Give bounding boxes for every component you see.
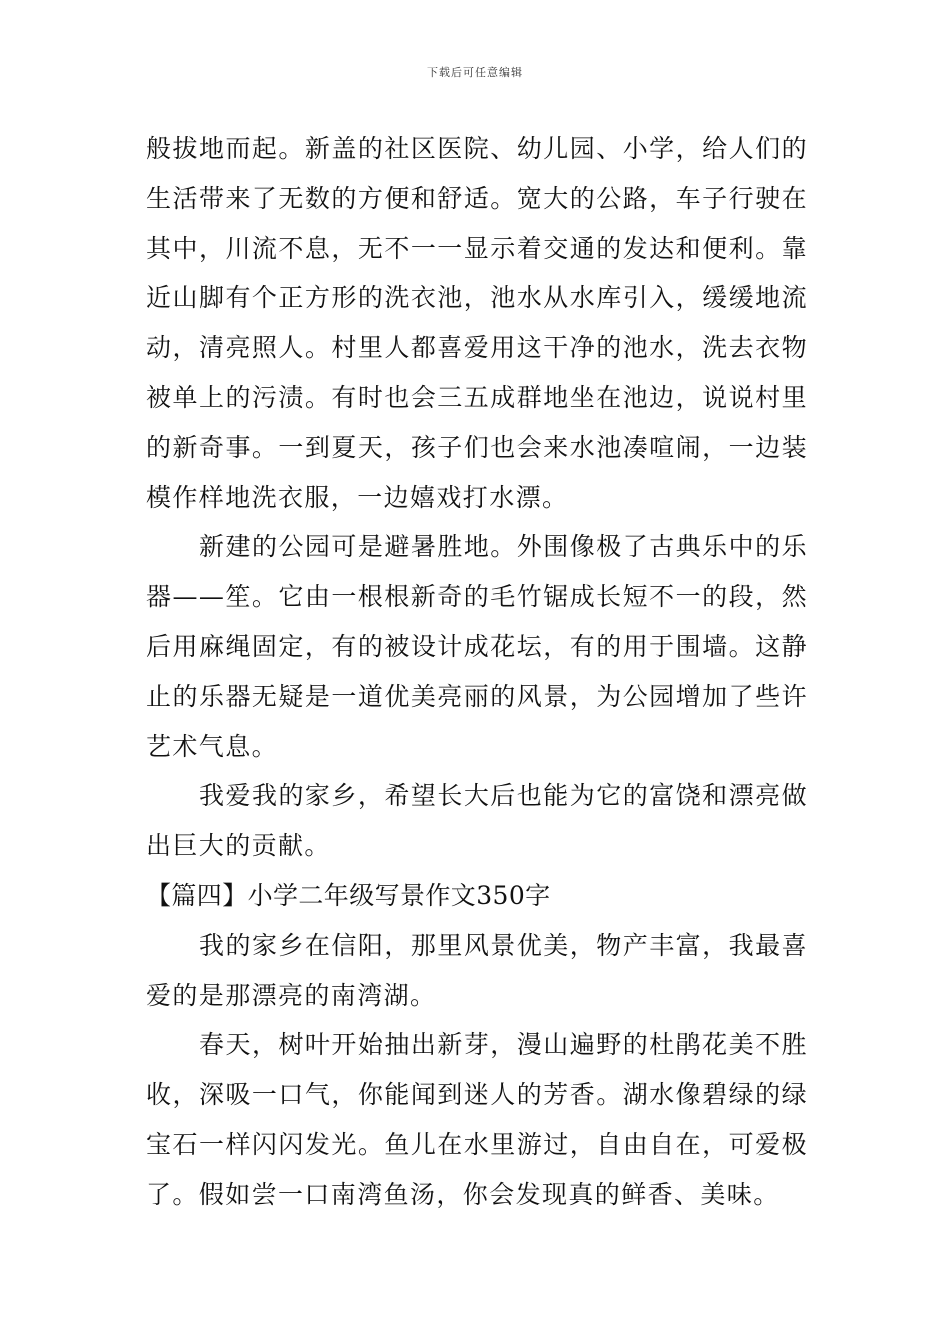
paragraph-park: 新建的公园可是避暑胜地。外围像极了古典乐中的乐器——笙。它由一根根新奇的毛竹锯成长短不一的段，然后用麻绳固定，有的被设计成花坛，有的用于围墙。这静止的乐器无疑是一道优美亮丽的风景，为公园增加了些许艺术气息。 [146, 532, 808, 761]
page-header-note: 下载后可任意编辑 [427, 66, 523, 79]
paragraph-spring: 春天，树叶开始抽出新芽，漫山遍野的杜鹃花美不胜收，深吸一口气，你能闻到迷人的芳香。湖水像碧绿的绿宝石一样闪闪发光。鱼儿在水里游过，自由自在，可爱极了。假如尝一口南湾鱼汤，你会发现真的鲜香、美味。 [146, 1030, 808, 1209]
paragraph-xinyang: 我的家乡在信阳，那里风景优美，物产丰富，我最喜爱的是那漂亮的南湾湖。 [146, 930, 808, 1010]
paragraph-love-hometown: 我爱我的家乡，希望长大后也能为它的富饶和漂亮做出巨大的贡献。 [146, 781, 808, 861]
document-body [146, 124, 808, 1220]
paragraph-continued: 般拔地而起。新盖的社区医院、幼儿园、小学，给人们的生活带来了无数的方便和舒适。宽大的公路，车子行驶在其中，川流不息，无不一一显示着交通的发达和便利。靠近山脚有个正方形的洗衣池，池水从水库引入，缓缓地流动，清亮照人。村里人都喜爱用这干净的池水，洗去衣物被单上的污渍。有时也会三五成群地坐在池边，说说村里的新奇事。一到夏天，孩子们也会来水池凑喧闹，一边装模作样地洗衣服，一边嬉戏打水漂。 [146, 134, 808, 512]
section-heading: 【篇四】小学二年级写景作文350字 [146, 880, 551, 910]
